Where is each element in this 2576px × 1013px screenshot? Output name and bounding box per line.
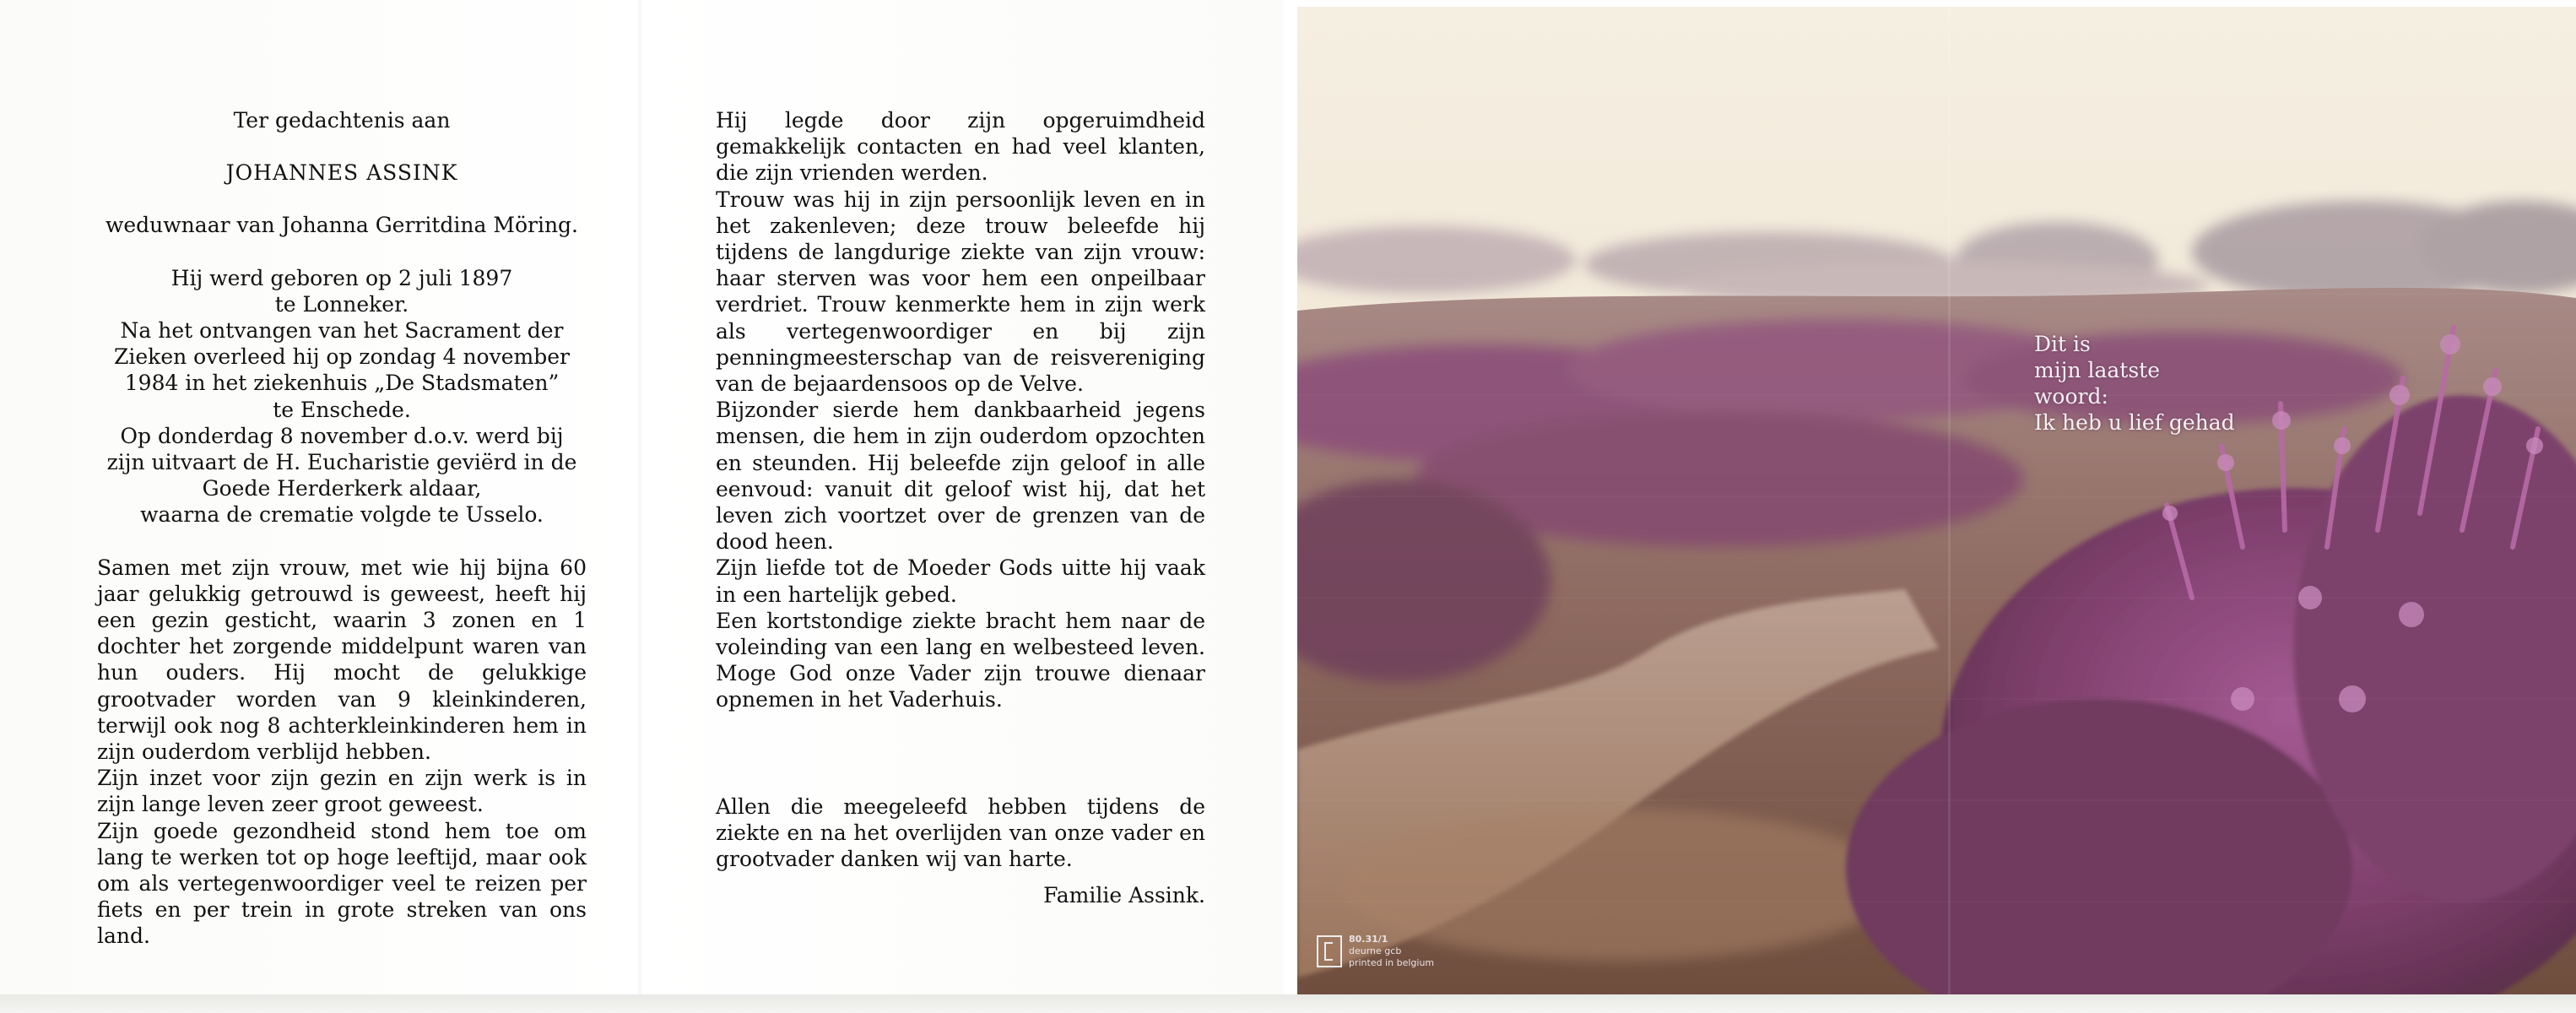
closing-paragraph: Een kortstondige ziekte bracht hem naar de voleinding van een lang en welbesteed leven. Moge God onze Vader zijn trouwe dienaar opnemen in het Vaderhuis. [716,608,1205,712]
gratitude-paragraph: Bijzonder sierde hem dankbaarheid jegens mensen, die hem in zijn ouderdom opzochten en steunden. Hij beleefde zijn geloof in alle eenvoud: vanuit dit geloof wist hij, dat het leven zich voortzet over de grenzen van de dood heen. [716,398,1205,555]
death-line: Zieken overleed hij op zondag 4 november [114,344,570,370]
publisher-code: 80.31/1 [1349,934,1388,945]
intro-line: Ter gedachtenis aan [233,108,451,133]
publisher-mark [1317,934,1486,972]
death-line: 1984 in het ziekenhuis „De Stadsmaten” [124,371,560,396]
quote-line: Ik heb u lief gehad [2034,410,2235,435]
mary-paragraph: Zijn liefde tot de Moeder Gods uitte hij vaak in een hartelijk gebed. [716,555,1205,607]
family-signature: Familie Assink. [1043,883,1205,908]
funeral-line: zijn uitvaart de H. Eucharistie geviërd in de [106,450,577,475]
quote-line: woord: [2034,384,2108,409]
death-line: Na het ontvangen van het Sacrament der [120,318,564,344]
quote-text [2034,331,2304,436]
inner-card-text-panel [0,0,1283,1000]
heather-landscape-illustration [1297,7,2576,994]
deceased-name: JOHANNES ASSINK [225,160,458,186]
publisher-line: deurne gcb [1349,945,1402,956]
funeral-line: Goede Herderkerk aldaar, [202,476,482,501]
health-paragraph: Zijn goede gezondheid stond hem toe om lang te werken tot op hoge leeftijd, maar ook om als vertegenwoordiger veel te reizen per fiets en per trein in grote streken van ons land. [97,818,587,949]
thanks-paragraph: Allen die meegeleefd hebben tijdens de ziekte en na het overlijden van onze vader en grootvader danken wij van harte. [716,794,1205,872]
quote-line: mijn laatste [2034,358,2161,382]
scan-edge-shadow [0,994,2576,1013]
birth-line: Hij werd geboren op 2 juli 1897 [170,265,513,290]
relation-line: weduwnaar van Johanna Gerritdina Möring. [105,213,579,238]
quote-line: Dit is [2034,332,2091,356]
funeral-line: Op donderdag 8 november d.o.v. werd bij [120,423,564,448]
birth-place: te Lonneker. [274,291,409,317]
effort-paragraph: Zijn inzet voor zijn gezin en zijn werk is in zijn lange leven zeer groot geweest. [97,766,587,817]
death-place: te Enschede. [273,397,411,422]
text-column-right [716,107,1205,908]
publisher-line: printed in belgium [1349,957,1435,968]
text-column-left [97,107,587,950]
card-fold [1948,7,1951,994]
funeral-line: waarna de crematie volgde te Usselo. [140,502,544,528]
publisher-text [1349,934,1434,969]
family-paragraph: Samen met zijn vrouw, met wie hij bijna 60 jaar gelukkig getrouwd is geweest, heeft hij een gezin gesticht, waarin 3 zonen en 1 dochter het zorgende middelpunt waren van hun ouders. Hij mocht de gelukkige grootvader worden van 9 kleinkinderen, terwijl ook nog 8 achterkleinkinderen hem in zijn ouderdom verblijd hebben. [97,555,587,765]
heather-landscape-photo [1297,7,2576,994]
card-fold [637,0,642,1000]
loyalty-paragraph: Trouw was hij in zijn persoonlijk leven en in het zakenleven; deze trouw beleefde hij tijdens de langdurige ziekte van zijn vrouw: haar sterven was voor hem een onpeilbaar verdriet. Trouw kenmerkte hem in zijn werk als vertegenwoordiger en bij zijn penningmeesterschap van de reisvereniging van de bejaardensoos op de Velve. [716,187,1205,397]
clients-paragraph: Hij legde door zijn opgeruimdheid gemakkelijk contacten en had veel klanten, die zijn vrienden werden. [716,108,1205,186]
publisher-logo-icon [1317,935,1342,967]
